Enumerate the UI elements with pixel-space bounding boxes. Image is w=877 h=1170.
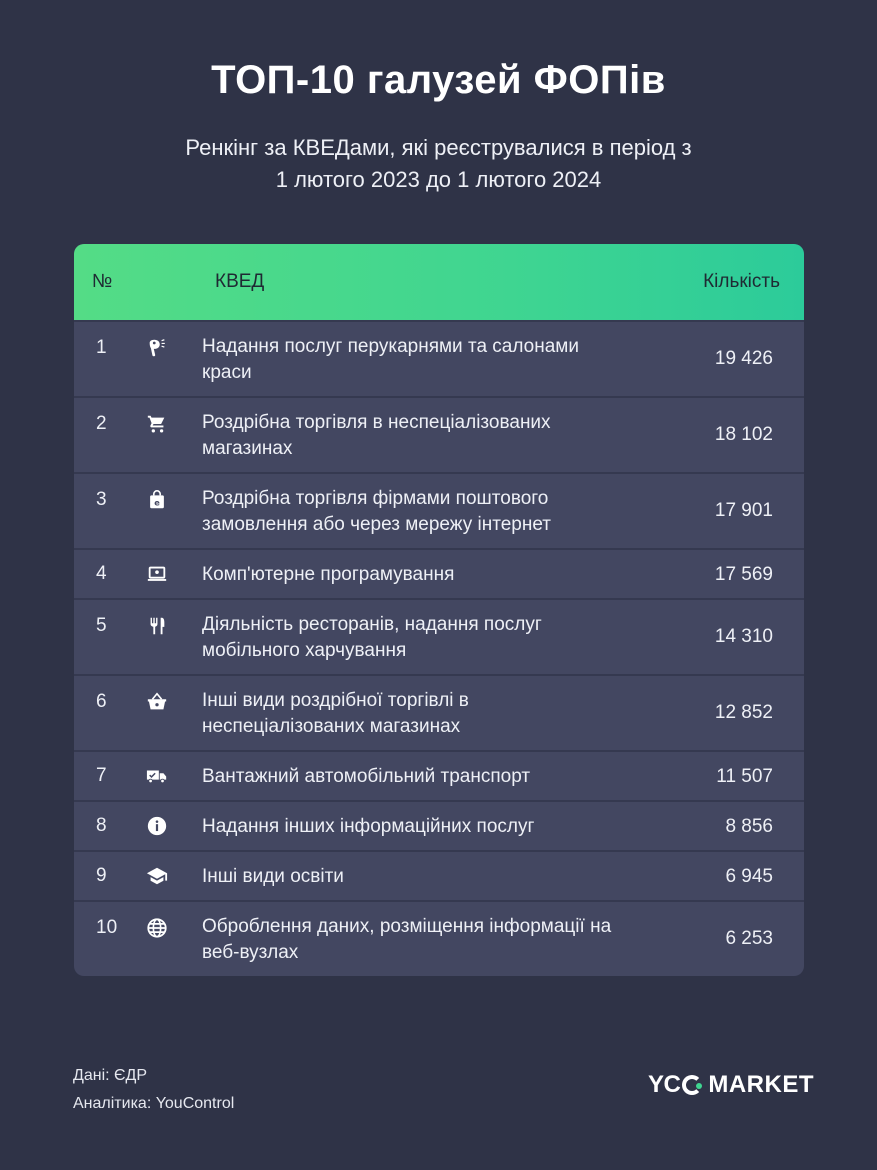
table-row xyxy=(74,900,804,976)
row-count: 6 253 xyxy=(725,928,773,949)
table-row xyxy=(74,548,804,598)
row-label: Комп'ютерне програмування xyxy=(202,564,455,585)
row-number: 3 xyxy=(96,489,107,510)
table-row xyxy=(74,674,804,750)
row-label: Оброблення даних, розміщення інформації на веб-вузлах xyxy=(202,916,612,963)
logo-mark-icon xyxy=(682,1075,702,1095)
row-count: 8 856 xyxy=(725,816,773,837)
table-row xyxy=(74,598,804,674)
table-row xyxy=(74,800,804,850)
row-label: Вантажний автомобільний транспорт xyxy=(202,766,531,787)
fork-knife-icon xyxy=(146,615,168,637)
shopping-basket-icon xyxy=(146,691,168,713)
table-row xyxy=(74,320,804,396)
row-label: Роздрібна торгівля в неспеціалізованих магазинах xyxy=(202,412,551,459)
row-count: 14 310 xyxy=(714,626,773,647)
info-icon xyxy=(146,815,168,837)
table-header xyxy=(74,244,804,320)
row-label: Діяльність ресторанів, надання послуг мобільного харчування xyxy=(202,614,542,661)
footer-credits xyxy=(73,1062,234,1118)
analytics-credit: Аналітика: YouControl xyxy=(73,1095,235,1112)
logo-text-market: MARKET xyxy=(708,1071,814,1098)
row-count: 18 102 xyxy=(714,424,773,445)
row-label: Надання інших інформаційних послуг xyxy=(202,816,535,837)
svg-text:e: e xyxy=(154,497,160,508)
table-row xyxy=(74,850,804,900)
row-count: 11 507 xyxy=(716,766,773,787)
data-source: Дані: ЄДР xyxy=(73,1067,148,1084)
row-label: Надання послуг перукарнями та салонами краси xyxy=(202,336,579,383)
row-number: 1 xyxy=(96,337,107,358)
row-count: 17 569 xyxy=(714,564,773,585)
column-header-number: № xyxy=(92,271,113,292)
graduation-cap-icon xyxy=(146,865,168,887)
column-header-kved: КВЕД xyxy=(215,271,265,292)
row-number: 2 xyxy=(96,413,107,434)
row-label: Роздрібна торгівля фірмами поштового замовлення або через мережу інтернет xyxy=(202,488,551,535)
hair-dryer-icon xyxy=(146,337,168,359)
row-label: Інші види освіти xyxy=(202,866,344,887)
page-title: ТОП-10 галузей ФОПів xyxy=(211,58,666,102)
delivery-truck-icon xyxy=(146,765,168,787)
row-number: 6 xyxy=(96,691,107,712)
table-row xyxy=(74,750,804,800)
row-count: 17 901 xyxy=(714,500,773,521)
row-count: 6 945 xyxy=(725,866,773,887)
row-count: 19 426 xyxy=(714,348,773,369)
globe-icon xyxy=(146,917,168,939)
ranking-table xyxy=(74,244,804,976)
laptop-icon xyxy=(146,563,168,585)
row-number: 5 xyxy=(96,615,107,636)
table-row xyxy=(74,472,804,548)
row-label: Інші види роздрібної торгівлі в неспеціалізованих магазинах xyxy=(202,690,469,737)
subtitle-line-1: Ренкінг за КВЕДами, які реєструвалися в період з xyxy=(185,135,692,160)
row-number: 4 xyxy=(96,563,107,584)
row-number: 7 xyxy=(96,765,107,786)
subtitle-line-2: 1 лютого 2023 до 1 лютого 2024 xyxy=(275,167,602,192)
logo-text-yc: YC xyxy=(648,1071,681,1098)
shopping-bag-e-icon xyxy=(146,489,168,511)
row-number: 8 xyxy=(96,815,107,836)
column-header-count: Кількість xyxy=(703,271,780,292)
row-count: 12 852 xyxy=(714,702,773,723)
yc-market-logo xyxy=(648,1071,814,1099)
table-row xyxy=(74,396,804,472)
row-number: 9 xyxy=(96,865,107,886)
page-subtitle xyxy=(0,132,877,196)
shopping-cart-icon xyxy=(146,413,168,435)
row-number: 10 xyxy=(96,917,118,938)
